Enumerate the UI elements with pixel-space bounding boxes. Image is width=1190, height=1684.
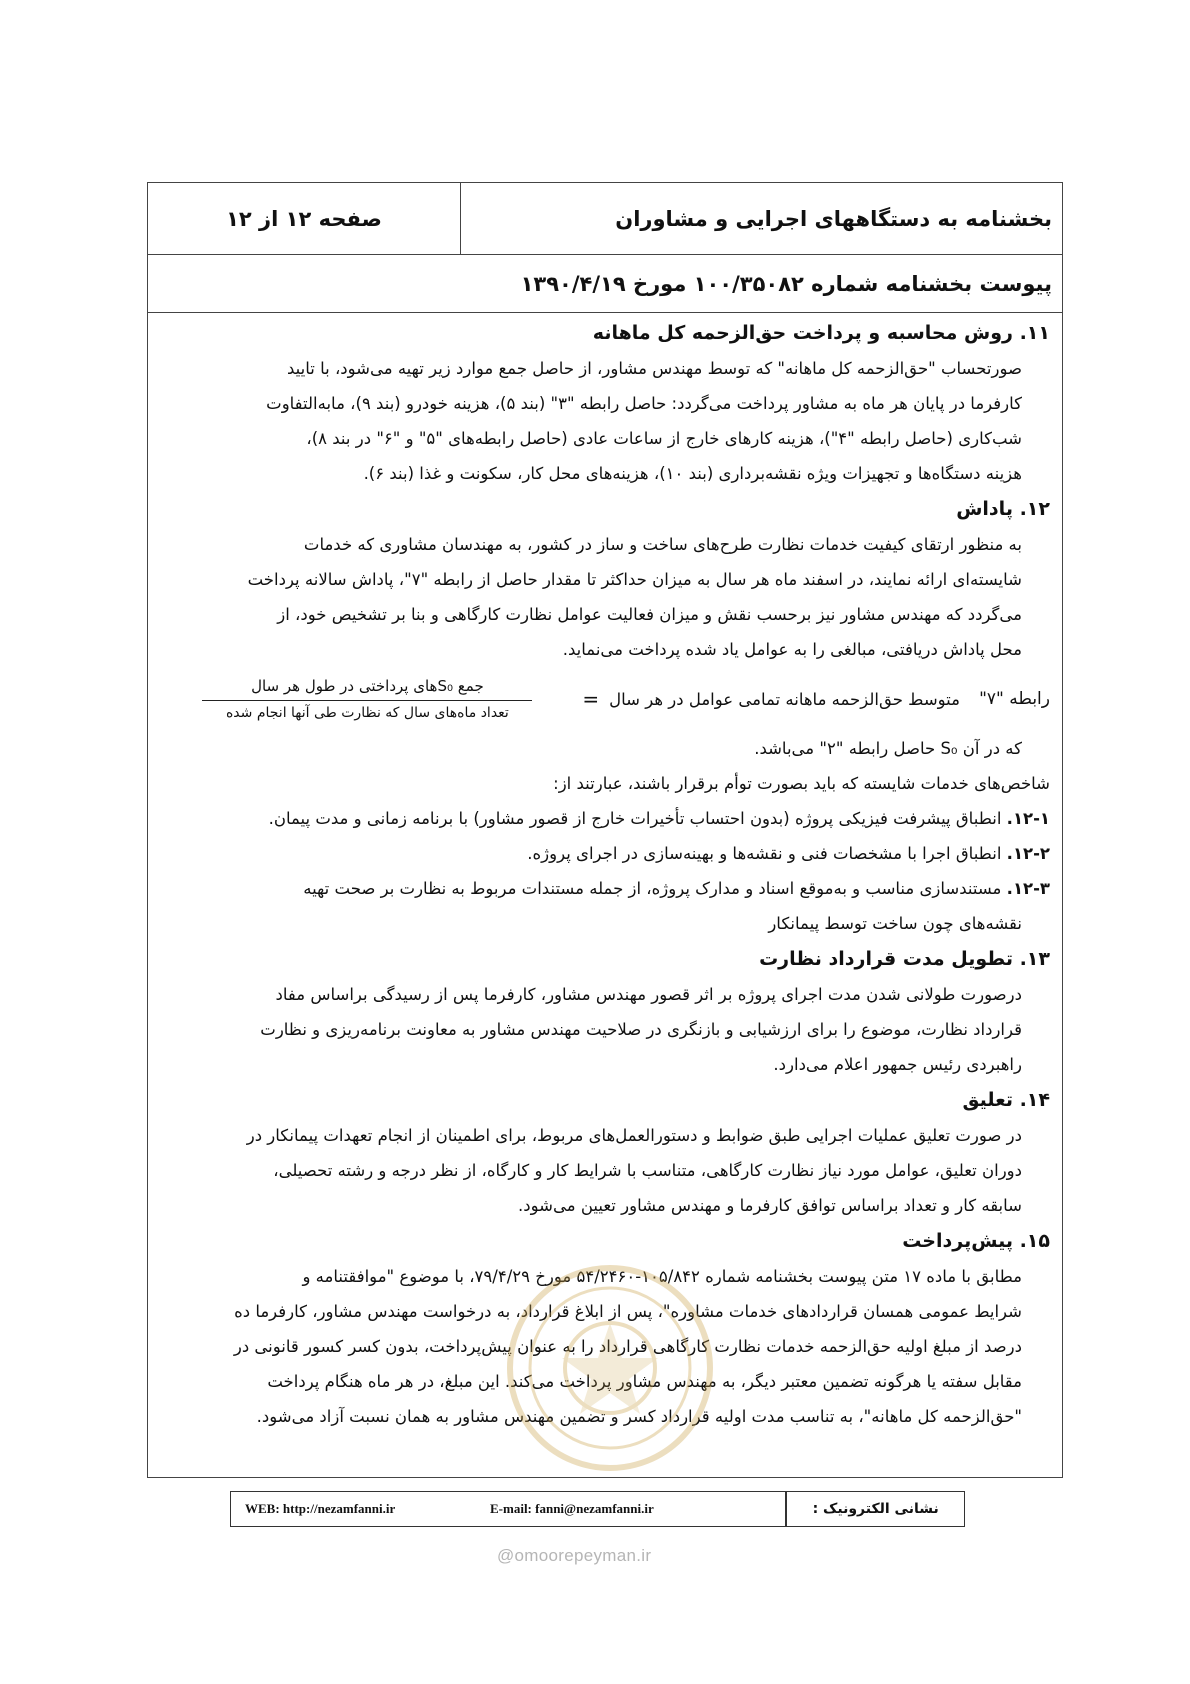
- formula-7: [178, 667, 1050, 731]
- formula-denominator: تعداد ماه‌های سال که نظارت طی آنها انجام شده: [225, 704, 509, 721]
- formula-label: رابطه "۷": [979, 688, 1050, 709]
- site-watermark: @omoorepeyman.ir: [497, 1546, 652, 1565]
- formula-lhs-text: متوسط حق‌الزحمه ماهانه تمامی عوامل در هر سال: [609, 689, 960, 709]
- criteria-item-text: انطباق پیشرفت فیزیکی پروژه (بدون احتساب تأخیرات خارج از قصور مشاور) با برنامه زمانی و مدت پیمان.: [268, 809, 1002, 828]
- criteria-item: [178, 801, 1050, 836]
- section-13-line: قرارداد نظارت، موضوع را برای ارزشیابی و بازنگری در صلاحیت مهندس مشاور به معاونت برنامه‌ریزی و نظارت: [260, 1020, 1022, 1039]
- section-15-line: شرایط عمومی همسان قراردادهای خدمات مشاوره"، پس از ابلاغ قرارداد، به درخواست مهندس مشاور، کارفرما ده: [234, 1302, 1022, 1321]
- section-13-title: ۱۳. تطویل مدت قرارداد نظارت: [759, 948, 1050, 970]
- criteria-intro: شاخص‌های خدمات شایسته که باید بصورت توأم برقرار باشند، عبارتند از:: [553, 774, 1050, 793]
- criteria-item-number: ۱۲-۱.: [1006, 809, 1050, 828]
- section-11-title: ۱۱. روش محاسبه و پرداخت حق‌الزحمه کل ماهانه: [592, 322, 1050, 344]
- criteria-item-number: ۱۲-۲.: [1006, 844, 1050, 863]
- header-page-cell: [148, 183, 460, 254]
- formula-fraction: [202, 674, 532, 725]
- section-13-line: راهبردی رئیس جمهور اعلام می‌دارد.: [773, 1055, 1022, 1074]
- section-12-title: ۱۲. پاداش: [956, 498, 1050, 520]
- section-12-line: به منظور ارتقای کیفیت خدمات نظارت طرح‌های ساخت و ساز در کشور، به مهندسان مشاوری که خدمات: [303, 535, 1022, 554]
- page-number: صفحه ۱۲ از ۱۲: [226, 206, 382, 231]
- footer-contact-box: [230, 1491, 965, 1527]
- section-12-line: محل پاداش دریافتی، مبالغی را به عوامل یاد شده پرداخت می‌نماید.: [562, 640, 1022, 659]
- footer-label: نشانی الکترونیک :: [812, 1501, 939, 1517]
- criteria-item-text: انطباق اجرا با مشخصات فنی و نقشه‌ها و بهینه‌سازی در اجرای پروژه.: [527, 844, 1002, 863]
- attachment-row: [148, 255, 1062, 313]
- section-12-line: شایسته‌ای ارائه نمایند، در اسفند ماه هر سال به میزان حداکثر تا مقدار حاصل از رابطه "۷"، پاداش سالانه پرداخت: [247, 570, 1022, 589]
- document-title: بخشنامه به دستگاههای اجرایی و مشاوران: [615, 206, 1052, 231]
- formula-note: که در آن S₀ حاصل رابطه "۲" می‌باشد.: [754, 739, 1022, 758]
- section-12-line: می‌گردد که مهندس مشاور نیز برحسب نقش و میزان فعالیت عوامل نظارت کارگاهی و بنا بر تشخیص خود، از: [277, 605, 1022, 624]
- criteria-item-number: ۱۲-۳.: [1006, 879, 1050, 898]
- formula-equals: =: [582, 686, 600, 711]
- section-14-line: در صورت تعلیق عملیات اجرایی طبق ضوابط و دستورالعمل‌های مربوط، برای اطمینان از انجام تعهدات پیمانکار در: [246, 1126, 1022, 1145]
- section-15-title: ۱۵. پیش‌پرداخت: [902, 1230, 1050, 1252]
- section-15-line: درصد از مبلغ اولیه حق‌الزحمه خدمات نظارت کارگاهی قرارداد را به عنوان پیش‌پرداخت، بدون کسر کسور قانونی در: [233, 1337, 1022, 1356]
- formula-numerator: جمع S₀های پرداختی در طول هر سال: [202, 674, 532, 701]
- criteria-item-text: مستندسازی مناسب و به‌موقع اسناد و مدارک پروژه، از جمله مستندات مربوط به نظارت بر صحت تهیه: [303, 879, 1002, 898]
- header-row: [148, 183, 1062, 255]
- section-11-line: صورتحساب "حق‌الزحمه کل ماهانه" که توسط مهندس مشاور، از حاصل جمع موارد زیر تهیه می‌شود، با تایید: [287, 359, 1022, 378]
- section-13-line: درصورت طولانی شدن مدت اجرای پروژه بر اثر قصور مهندس مشاور، کارفرما پس از رسیدگی براساس مفاد: [275, 985, 1022, 1004]
- footer-email[interactable]: E-mail: fanni@nezamfanni.ir: [466, 1492, 786, 1526]
- seal-watermark-icon: [500, 1258, 720, 1478]
- section-11-line: کارفرما در پایان هر ماه به مشاور پرداخت می‌گردد: حاصل رابطه "۳" (بند ۵)، هزینه خودرو (بند ۹)، مابه‌التفاوت: [266, 394, 1022, 413]
- section-11-line: شب‌کاری (حاصل رابطه "۴")، هزینه کارهای خارج از ساعات عادی (حاصل رابطه‌های "۵" و "۶" در بند ۸)،: [306, 429, 1022, 448]
- section-15-line: "حق‌الزحمه کل ماهانه"، به تناسب مدت اولیه قرارداد کسر و تضمین مهندس مشاور به همان نسبت آزاد می‌شود.: [256, 1407, 1022, 1426]
- criteria-item: [178, 836, 1050, 871]
- section-11-line: هزینه دستگاه‌ها و تجهیزات ویژه نقشه‌برداری (بند ۱۰)، هزینه‌های محل کار، سکونت و غذا (بند ۶).: [363, 464, 1022, 483]
- header-title-cell: [460, 183, 1062, 254]
- section-14-line: سابقه کار و تعداد براساس توافق کارفرما و مهندس مشاور تعیین می‌شود.: [518, 1196, 1022, 1215]
- footer-web[interactable]: WEB: http://nezamfanni.ir: [245, 1501, 396, 1516]
- criteria-item-continuation: نقشه‌های چون ساخت توسط پیمانکار: [768, 914, 1022, 933]
- criteria-item: [178, 871, 1050, 906]
- section-14-title: ۱۴. تعلیق: [962, 1089, 1050, 1111]
- section-15-line: مطابق با ماده ۱۷ متن پیوست بخشنامه شماره ۱۰۵/۸۴۲-۵۴/۲۴۶۰ مورخ ۷۹/۴/۲۹، با موضوع "موافقتنامه و: [302, 1267, 1022, 1286]
- section-15-line: مقابل سفته یا هرگونه تضمین معتبر دیگر، به مهندس مشاور پرداخت می‌کند. این مبلغ، در هر ماه هنگام پرداخت: [267, 1372, 1022, 1391]
- attachment-title: پیوست بخشنامه شماره ۱۰۰/۳۵۰۸۲ مورخ ۱۳۹۰/۴/۱۹: [520, 271, 1052, 296]
- section-14-line: دوران تعلیق، عوامل مورد نیاز نظارت کارگاهی، متناسب با شرایط کار و کارگاه، از نظر درجه و رشته تحصیلی،: [273, 1161, 1022, 1180]
